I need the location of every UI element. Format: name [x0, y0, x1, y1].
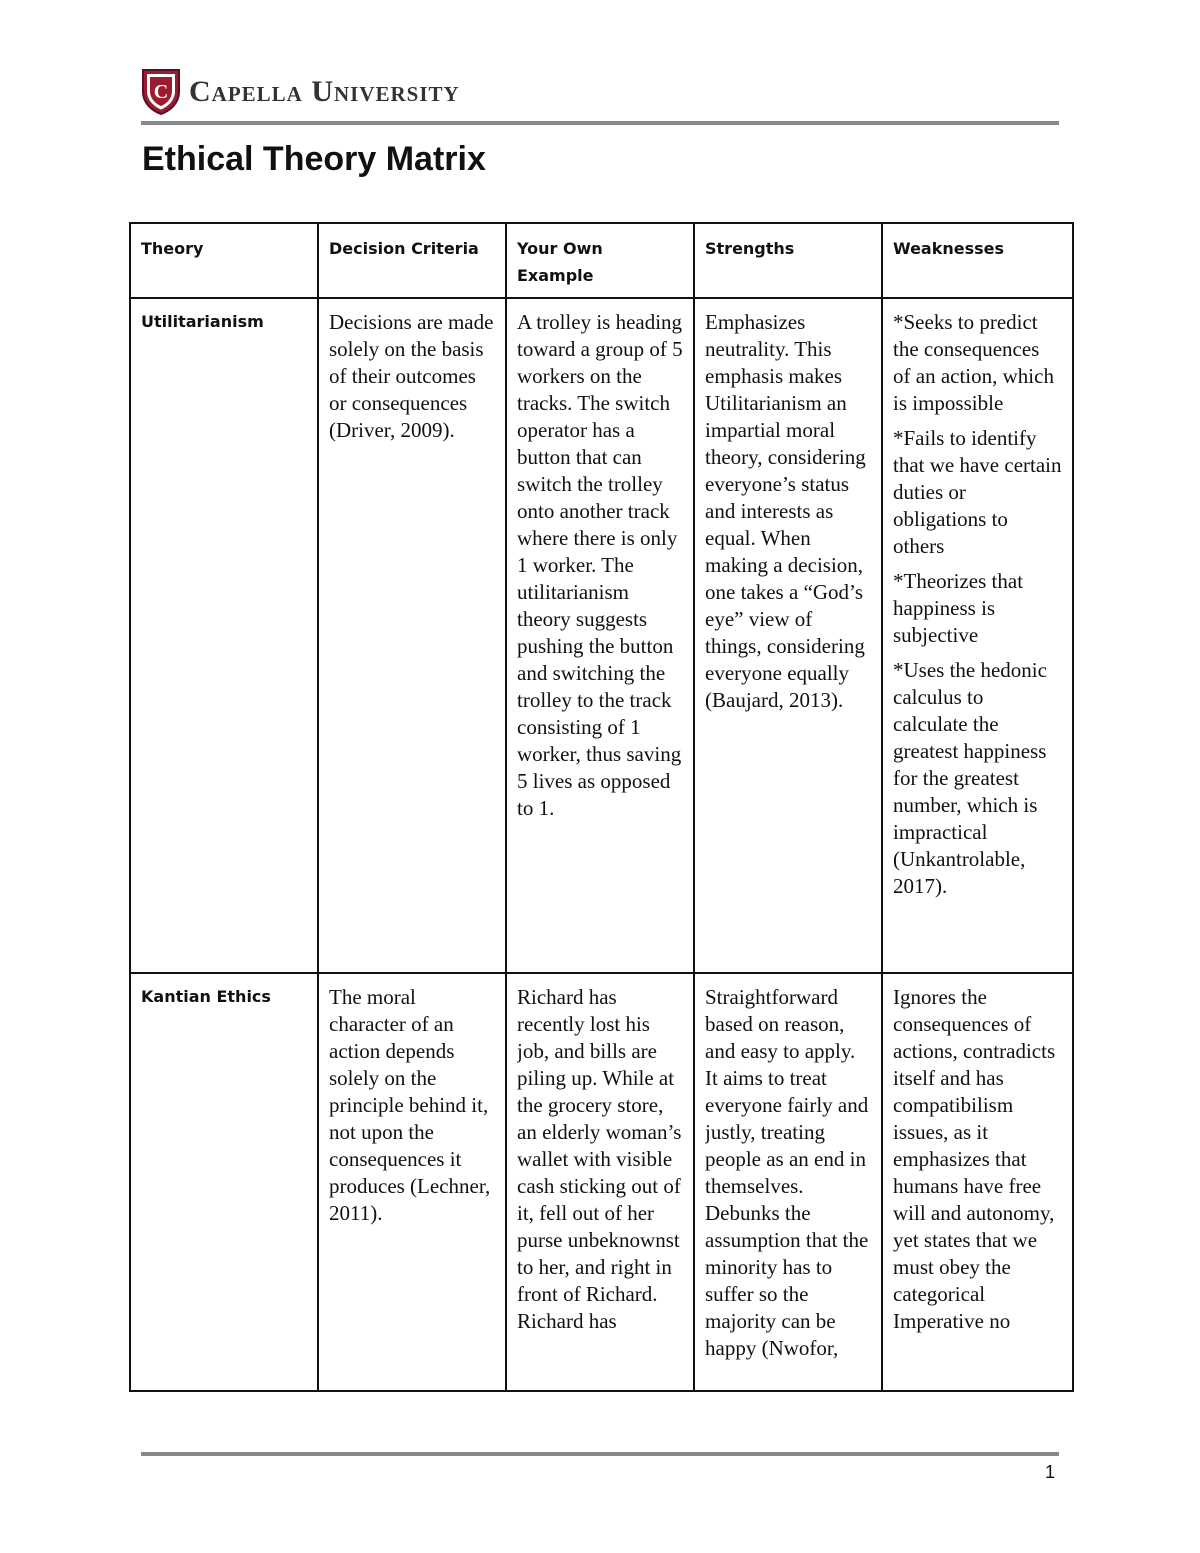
header-strengths: Strengths — [694, 223, 882, 298]
weakness-item: *Theorizes that happiness is subjective — [893, 569, 1024, 647]
page-title: Ethical Theory Matrix — [142, 140, 486, 178]
header-divider — [141, 121, 1059, 125]
strengths-cell — [694, 973, 882, 1391]
weaknesses-cell — [882, 298, 1073, 973]
criteria-text: Decisions are made solely on the basis of their outcomes or consequences (Driver, 2009). — [329, 310, 494, 442]
page-header — [141, 68, 1059, 126]
weaknesses-cell — [882, 973, 1073, 1391]
weakness-item: Ignores the consequences of actions, contradicts itself and has compatibilism issues, as it emphasizes that humans have free will and autonomy, yet states that we must obey the categorical Imperative no — [893, 985, 1056, 1333]
shield-icon — [141, 68, 181, 116]
weakness-item: *Fails to identify that we have certain duties or obligations to others — [893, 426, 1062, 558]
example-text: Richard has recently lost his job, and bills are piling up. While at the grocery store, an elderly woman’s wallet with visible cash sticking out of it, fell out of her purse unbeknownst to her, and right in front of Richard. Richard has — [517, 985, 682, 1333]
strengths-text: Emphasizes neutrality. This emphasis makes Utilitarianism an impartial moral theory, considering everyone’s status and interests as equal. When making a decision, one takes a “God’s eye” view of things, considering everyone equally (Baujard, 2013). — [705, 310, 866, 712]
strengths-text: Straightforward based on reason, and easy to apply. It aims to treat everyone fairly and justly, treating people as an end in themselves. Debunks the assumption that the minority has to suffer so the majority can be happy (Nwofor, — [705, 985, 869, 1360]
theory-cell: Utilitarianism — [130, 298, 318, 973]
page-number: 1 — [1045, 1462, 1056, 1482]
university-logo — [141, 68, 460, 116]
header-weaknesses: Weaknesses — [882, 223, 1073, 298]
table-header-row — [130, 223, 1073, 298]
header-your-own-example: Your Own Example — [506, 223, 694, 298]
strengths-cell — [694, 298, 882, 973]
logo-letter: C — [153, 81, 169, 103]
weakness-item: *Uses the hedonic calculus to calculate the greatest happiness for the greatest number, which is impractical (Unkantrolable, 2017). — [893, 658, 1047, 898]
header-decision-criteria: Decision Criteria — [318, 223, 506, 298]
example-text: A trolley is heading toward a group of 5 workers on the tracks. The switch operator has a button that can switch the trolley onto another track where there is only 1 worker. The utilitarianism theory suggests pushing the button and switching the trolley to the track consisting of 1 worker, thus saving 5 lives as opposed to 1. — [517, 310, 683, 820]
table-row — [130, 298, 1073, 973]
theory-cell: Kantian Ethics — [130, 973, 318, 1391]
example-cell — [506, 973, 694, 1391]
university-name: Capella University — [189, 75, 460, 108]
header-theory: Theory — [130, 223, 318, 298]
ethical-theory-table — [129, 222, 1074, 1392]
criteria-text: The moral character of an action depends solely on the principle behind it, not upon the consequences it produces (Lechner, 2011). — [329, 985, 491, 1225]
weakness-item: *Seeks to predict the consequences of an action, which is impossible — [893, 310, 1054, 415]
footer-divider — [141, 1452, 1059, 1456]
criteria-cell — [318, 973, 506, 1391]
example-cell — [506, 298, 694, 973]
table-row — [130, 973, 1073, 1391]
criteria-cell — [318, 298, 506, 973]
